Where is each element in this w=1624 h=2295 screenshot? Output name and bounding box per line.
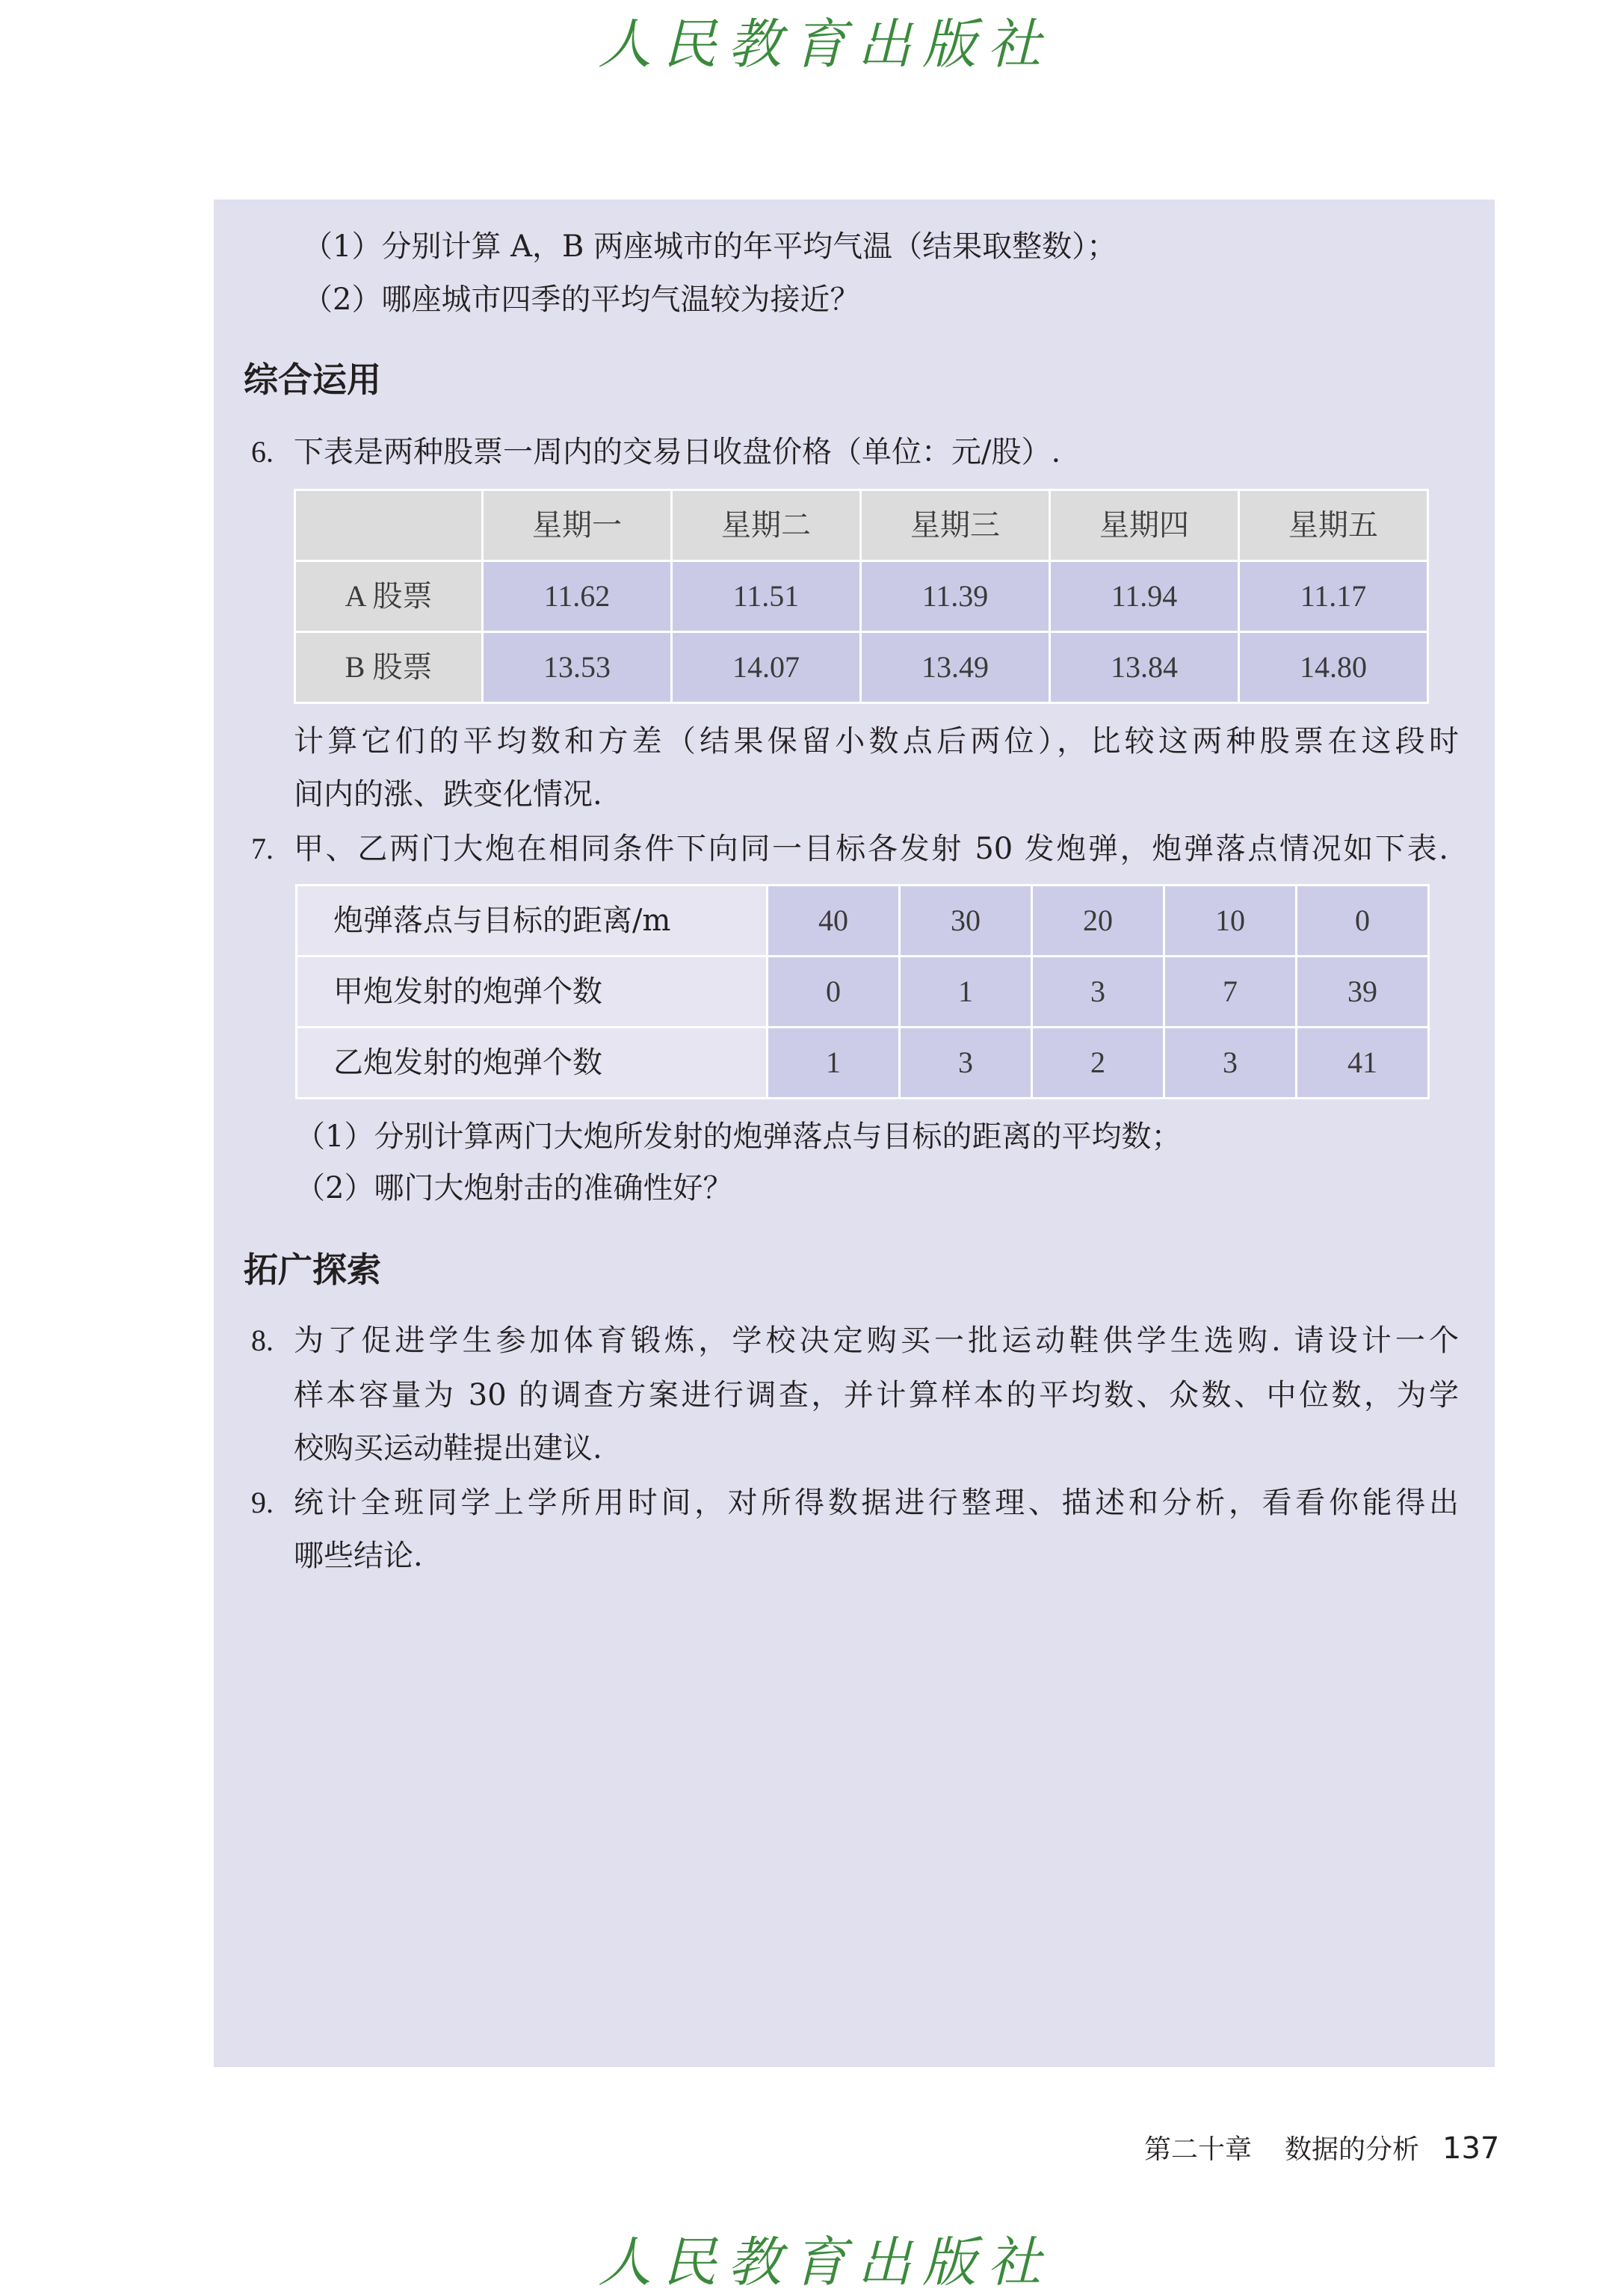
table-row-label: 甲炮发射的炮弹个数 bbox=[297, 957, 766, 1026]
table-header-cell: 星期三 bbox=[862, 491, 1049, 560]
table-cell: 1 bbox=[768, 1028, 898, 1097]
intro-item-2: （2）哪座城市四季的平均气温较为接近？ bbox=[303, 282, 860, 317]
table-cell: 0 bbox=[1297, 886, 1427, 955]
table-cell: 14.07 bbox=[673, 633, 859, 702]
question-7-prompt: 甲、乙两门大炮在相同条件下向同一目标各发射 50 发炮弹，炮弹落点情况如下表. bbox=[294, 832, 1448, 866]
question-6-follow-up-line-1: 计算它们的平均数和方差（结果保留小数点后两位），比较这两种股票在这段时 bbox=[294, 724, 1459, 759]
table-cell: 13.53 bbox=[484, 633, 670, 702]
table-cell: 41 bbox=[1297, 1028, 1427, 1097]
question-6-follow-up-line-2: 间内的涨、跌变化情况. bbox=[294, 777, 602, 812]
question-number-6: 6. bbox=[251, 435, 274, 469]
page-number: 137 bbox=[1442, 2131, 1500, 2166]
table-cell: 1 bbox=[901, 957, 1031, 1026]
question-7-sub-1: （1）分别计算两门大炮所发射的炮弹落点与目标的距离的平均数； bbox=[295, 1119, 1182, 1154]
table-cell: 3 bbox=[1033, 957, 1163, 1026]
question-7-sub-2: （2）哪门大炮射击的准确性好？ bbox=[295, 1171, 733, 1205]
question-number-8: 8. bbox=[251, 1323, 274, 1357]
stock-price-table bbox=[294, 489, 1429, 704]
question-8-line-2: 样本容量为 30 的调查方案进行调查，并计算样本的平均数、众数、中位数，为学 bbox=[294, 1378, 1459, 1412]
table-cell: 11.17 bbox=[1240, 562, 1427, 631]
table-row-label: A 股票 bbox=[296, 562, 481, 631]
publisher-logo-top: 人民教育出版社 bbox=[598, 13, 1041, 75]
question-number-7: 7. bbox=[251, 832, 274, 865]
table-cell: 13.49 bbox=[862, 633, 1049, 702]
section-heading-extension: 拓广探索 bbox=[244, 1250, 381, 1290]
question-number-9: 9. bbox=[251, 1486, 274, 1519]
table-cell: 11.51 bbox=[673, 562, 859, 631]
table-cell: 11.62 bbox=[484, 562, 670, 631]
question-8-line-3: 校购买运动鞋提出建议. bbox=[294, 1431, 602, 1465]
question-8-line-1: 为了促进学生参加体育锻炼，学校决定购买一批运动鞋供学生选购. 请设计一个 bbox=[294, 1323, 1459, 1358]
table-header-cell: 星期二 bbox=[673, 491, 859, 560]
table-corner-cell bbox=[296, 491, 481, 560]
table-row-label: 炮弹落点与目标的距离/m bbox=[297, 886, 766, 955]
table-cell: 0 bbox=[768, 957, 898, 1026]
table-cell: 30 bbox=[901, 886, 1031, 955]
footer-chapter: 第二十章 bbox=[1144, 2134, 1253, 2165]
table-cell: 3 bbox=[901, 1028, 1031, 1097]
table-row-label: B 股票 bbox=[296, 633, 481, 702]
section-heading-comprehensive: 综合运用 bbox=[244, 359, 381, 400]
table-header-cell: 星期四 bbox=[1051, 491, 1238, 560]
table-cell: 14.80 bbox=[1240, 633, 1427, 702]
question-9-line-1: 统计全班同学上学所用时间，对所得数据进行整理、描述和分析，看看你能得出 bbox=[294, 1486, 1459, 1520]
table-header-cell: 星期一 bbox=[484, 491, 670, 560]
question-6-prompt: 下表是两种股票一周内的交易日收盘价格（单位：元/股）. bbox=[294, 435, 1061, 469]
table-cell: 3 bbox=[1165, 1028, 1295, 1097]
artillery-table bbox=[295, 884, 1430, 1099]
table-cell: 2 bbox=[1033, 1028, 1163, 1097]
table-cell: 10 bbox=[1165, 886, 1295, 955]
intro-item-1: （1）分别计算 A，B 两座城市的年平均气温（结果取整数）； bbox=[303, 229, 1117, 264]
footer-chapter-title: 数据的分析 bbox=[1285, 2134, 1420, 2165]
table-header-cell: 星期五 bbox=[1240, 491, 1427, 560]
table-cell: 11.94 bbox=[1051, 562, 1238, 631]
table-cell: 40 bbox=[768, 886, 898, 955]
table-cell: 7 bbox=[1165, 957, 1295, 1026]
question-9-line-2: 哪些结论. bbox=[294, 1539, 423, 1573]
table-row-label: 乙炮发射的炮弹个数 bbox=[297, 1028, 766, 1097]
publisher-logo-bottom: 人民教育出版社 bbox=[598, 2231, 1041, 2294]
table-cell: 20 bbox=[1033, 886, 1163, 955]
table-cell: 11.39 bbox=[862, 562, 1049, 631]
table-cell: 39 bbox=[1297, 957, 1427, 1026]
table-cell: 13.84 bbox=[1051, 633, 1238, 702]
